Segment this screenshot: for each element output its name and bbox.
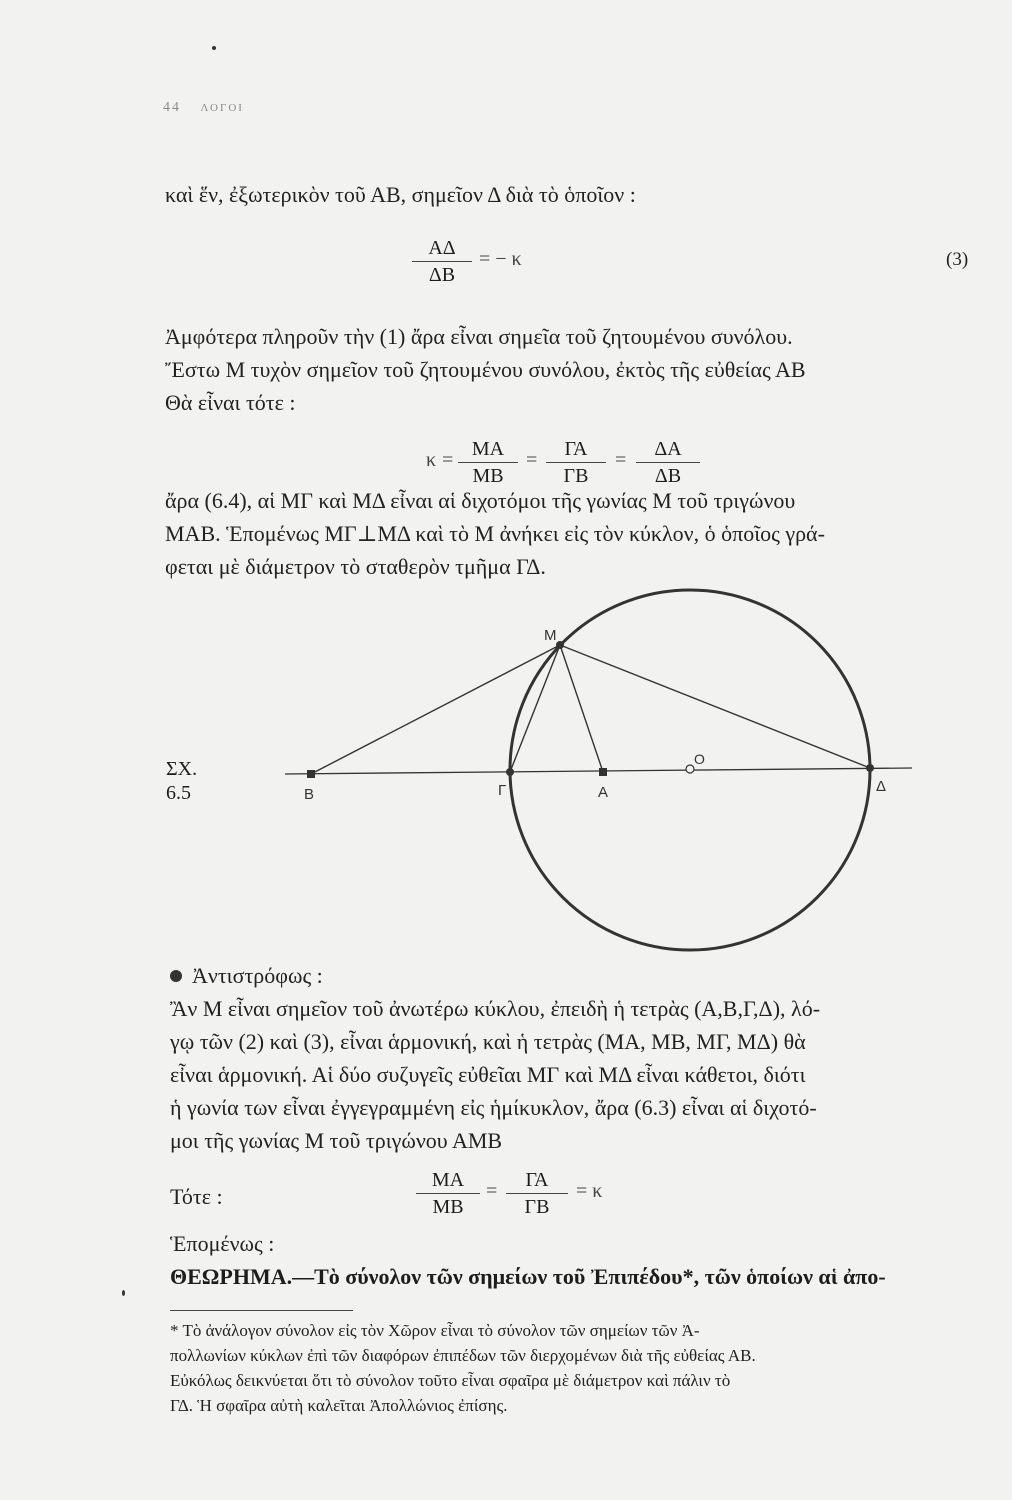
equation-rhs: = − κ — [479, 248, 522, 270]
equals-sign: = — [526, 449, 538, 471]
text-line: φεται μὲ διάμετρον τὸ σταθερὸν τμῆμα ΓΔ. — [165, 554, 546, 579]
converse-title: Ἀντιστρόφως : — [192, 963, 323, 988]
text-line: Θὰ εἶναι τότε : — [165, 390, 296, 415]
footnote-line: πολλωνίων κύκλων ἐπὶ τῶν διαφόρων ἐπιπέδων τῶν διερχομένων διὰ τῆς εὐθείας ΑΒ. — [170, 1346, 756, 1365]
segment-mg — [510, 645, 560, 772]
point-g — [506, 768, 514, 776]
point-b — [307, 770, 315, 778]
footnote-line: ΓΔ. Ἡ σφαῖρα αὐτὴ καλεῖται Ἀπολλώνιος ἐπίσης. — [170, 1396, 508, 1415]
ink-mark — [122, 1290, 125, 1296]
converse-heading — [170, 962, 323, 990]
label-o: Ο — [694, 751, 705, 767]
segment-ma — [560, 645, 603, 772]
text-line: μοι τῆς γωνίας Μ τοῦ τριγώνου ΑΜΒ — [170, 1128, 503, 1153]
text-line: γῳ τῶν (2) καὶ (3), εἶναι ἁρμονική, καὶ ἡ τετρὰς (ΜΑ, ΜΒ, ΜΓ, ΜΔ) θὰ — [170, 1029, 806, 1054]
page-number: 44 — [163, 100, 181, 115]
fraction-numerator: ΔΑ — [636, 437, 700, 463]
segment-md — [560, 645, 870, 768]
fraction-denominator: ΔΒ — [428, 264, 456, 286]
equation-rhs: = κ — [576, 1180, 603, 1202]
text-line: καὶ ἕν, ἐξωτερικὸν τοῦ ΑΒ, σημεῖον Δ διὰ τὸ ὁποῖον : — [165, 182, 636, 207]
equals-sign: = — [615, 449, 627, 471]
text-line: ἄρα (6.4), αἱ ΜΓ καὶ ΜΔ εἶναι αἱ διχοτόμοι τῆς γωνίας Μ τοῦ τριγώνου — [165, 488, 796, 513]
equation-k: κ — [426, 449, 437, 471]
segment-mb — [311, 645, 560, 774]
tote-label: Τότε : — [170, 1184, 223, 1209]
point-d — [866, 764, 874, 772]
fraction-numerator: ΑΔ — [412, 236, 472, 262]
figure-caption-line: ΣΧ. — [166, 758, 198, 780]
fraction-ga-gb-2 — [506, 1168, 568, 1219]
fraction-numerator: ΜΑ — [458, 437, 518, 463]
equation-number: (3) — [946, 249, 969, 270]
equals-sign: = — [442, 449, 454, 471]
label-g: Γ — [498, 782, 507, 799]
text-line: εἶναι ἁρμονική. Αἱ δύο συζυγεῖς εὐθεῖαι ΜΓ καὶ ΜΔ εἶναι κάθετοι, διότι — [170, 1062, 806, 1087]
text-line: ἡ γωνία των εἶναι ἐγγεγραμμένη εἰς ἡμίκυκλον, ἄρα (6.3) εἶναι αἱ διχοτό- — [170, 1095, 817, 1120]
label-a: Α — [598, 784, 609, 801]
fraction-numerator: ΓΑ — [506, 1168, 568, 1194]
text-line: Ἔστω Μ τυχὸν σημεῖον τοῦ ζητουμένου συνόλου, ἐκτὸς τῆς εὐθείας ΑΒ — [165, 357, 806, 382]
fraction-numerator: ΜΑ — [416, 1168, 480, 1194]
figure-caption-number: 6.5 — [166, 782, 191, 804]
footnote-rule — [170, 1310, 353, 1311]
point-m — [556, 641, 564, 649]
figure-caption — [166, 757, 197, 805]
fraction-denominator: ΓΒ — [524, 1196, 550, 1218]
point-o — [686, 765, 694, 773]
label-m: Μ — [544, 627, 557, 644]
line-bd — [285, 768, 912, 774]
text-line: ΜΑΒ. Ἑπομένως ΜΓ⊥ΜΔ καὶ τὸ Μ ἀνήκει εἰς τὸν κύκλον, ὁ ὁποῖος γρά- — [165, 521, 825, 546]
fraction-numerator: ΓΑ — [546, 437, 606, 463]
footnote-line: Εὐκόλως δεικνύεται ὅτι τὸ σύνολον τοῦτο εἶναι σφαῖρα μὲ διάμετρον καὶ πάλιν τὸ — [170, 1371, 731, 1390]
footnote-line: * Τὸ ἀνάλογον σύνολον εἰς τὸν Χῶρον εἶναι τὸ σύνολον τῶν σημείων τῶν Ἀ- — [170, 1321, 700, 1340]
bullet-icon — [170, 970, 182, 982]
theorem-line: ΘΕΩΡΗΜΑ.—Τὸ σύνολον τῶν σημείων τοῦ Ἐπιπέδου*, τῶν ὁποίων αἱ ἀπο- — [170, 1264, 886, 1289]
fraction-ma-mb-2 — [416, 1168, 480, 1219]
fraction-denominator: ΜΒ — [432, 1196, 464, 1218]
fraction-denominator: ΔΒ — [654, 465, 682, 487]
fraction-denominator: ΜΒ — [472, 465, 504, 487]
equals-sign: = — [486, 1180, 498, 1202]
label-d: Δ — [876, 778, 887, 795]
point-a — [599, 768, 607, 776]
fraction-denominator: ΓΒ — [563, 465, 589, 487]
text-line: Ἑπομένως : — [170, 1231, 275, 1256]
text-line: Ἀμφότερα πληροῦν τὴν (1) ἄρα εἶναι σημεῖα τοῦ ζητουμένου συνόλου. — [165, 324, 793, 349]
running-title: ΛΟΓΟΙ — [200, 102, 244, 114]
text-line: Ἂν Μ εἶναι σημεῖον τοῦ ἀνωτέρω κύκλου, ἐπειδὴ ἡ τετρὰς (Α,Β,Γ,Δ), λό- — [170, 996, 821, 1021]
label-b: Β — [304, 786, 315, 803]
